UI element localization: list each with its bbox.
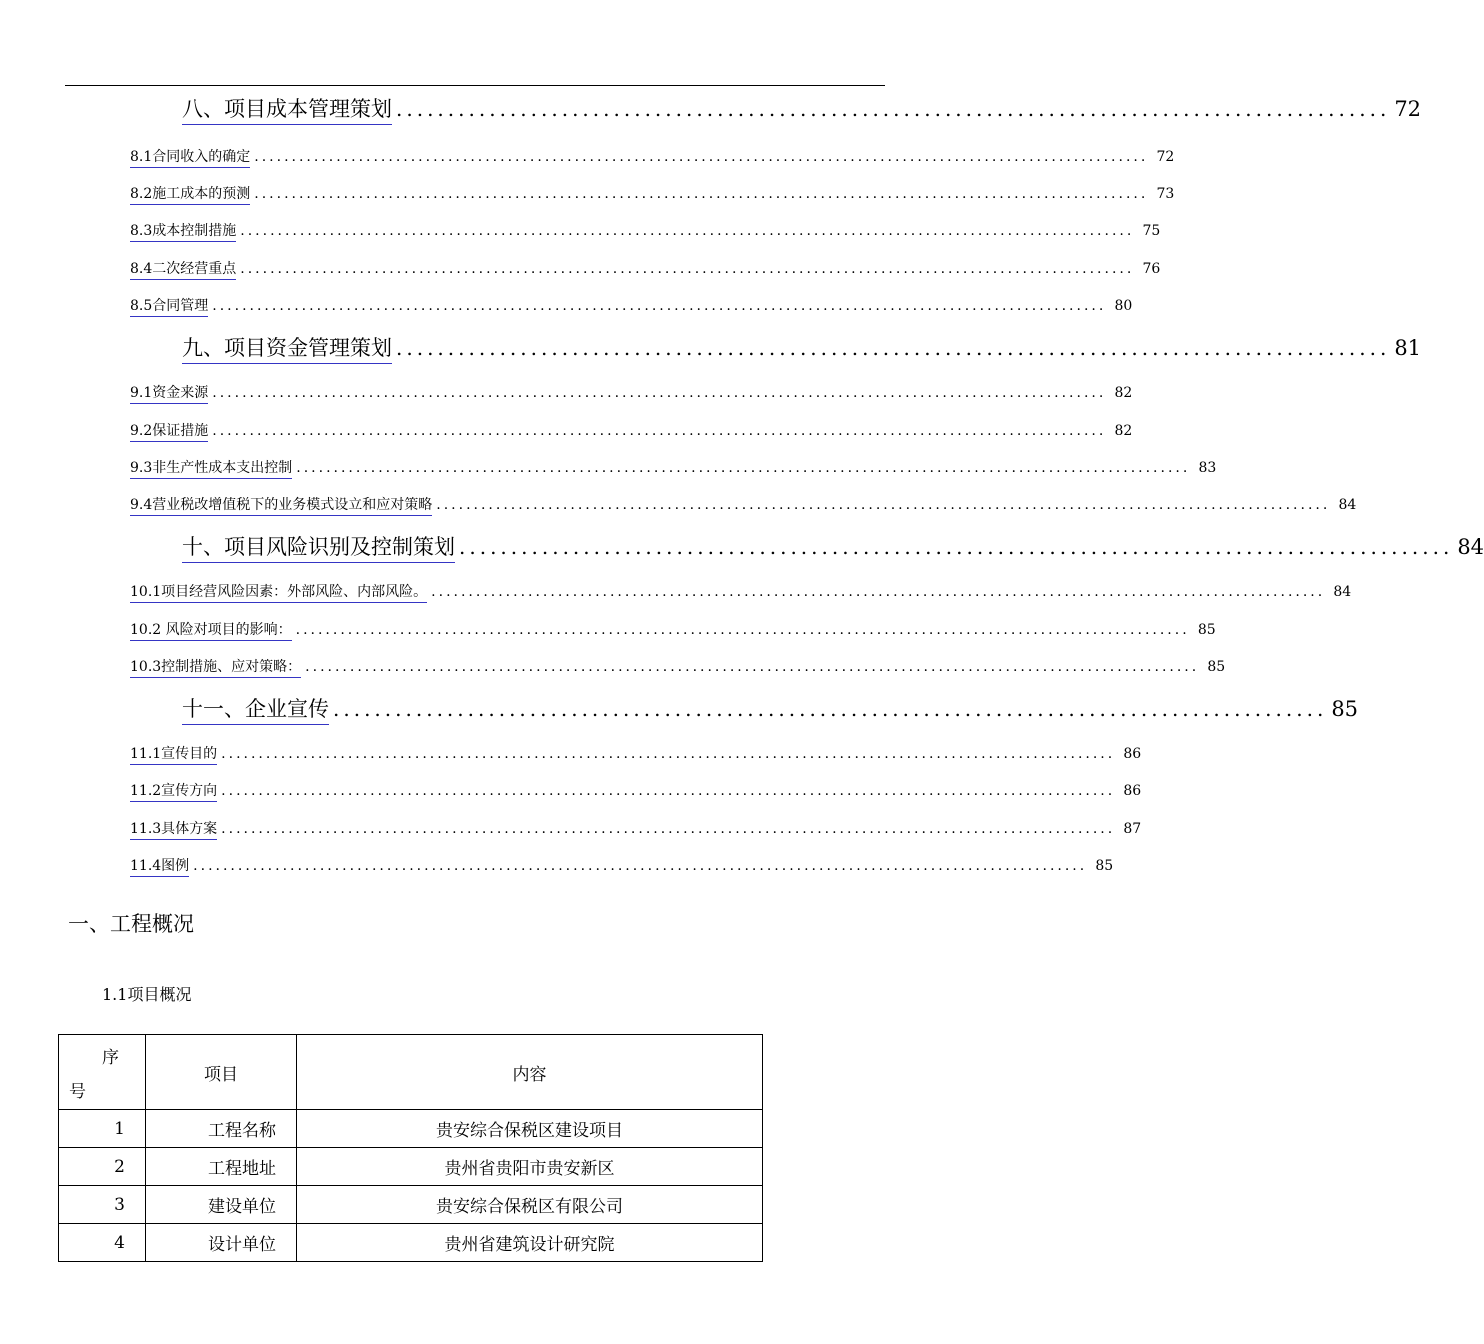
toc-entry-major[interactable] [182, 531, 1484, 563]
row-no: 2 [59, 1148, 146, 1186]
toc-entry-label: 9.3非生产性成本支出控制 [130, 457, 292, 479]
table-row [59, 1110, 763, 1148]
toc-entry[interactable] [130, 258, 1161, 280]
toc-entry-major[interactable] [182, 332, 1422, 364]
toc-entry-page: 82 [1114, 423, 1133, 439]
header-no-line1: 序 [102, 1048, 119, 1068]
table-row [59, 1224, 763, 1262]
toc-leader-dots: ................................................................................................ [459, 535, 1454, 559]
toc-entry-page: 82 [1114, 385, 1133, 401]
row-item: 设计单位 [146, 1224, 297, 1262]
toc-entry-label: 8.5合同管理 [130, 295, 208, 317]
toc-entry[interactable] [130, 295, 1133, 317]
row-content: 贵安综合保税区建设项目 [297, 1110, 763, 1148]
toc-leader-dots: ................................................................................................ [396, 336, 1391, 360]
toc-entry[interactable] [130, 855, 1114, 877]
toc-entry[interactable] [130, 818, 1142, 840]
toc-entry-page: 72 [1156, 149, 1175, 165]
toc-leader-dots: ........................................................................................................................ [254, 149, 1149, 165]
toc-leader-dots: ........................................................................................................................ [212, 298, 1107, 314]
toc-entry-page: 85 [1095, 858, 1114, 874]
toc-entry-page: 84 [1338, 497, 1357, 513]
row-no: 3 [59, 1186, 146, 1224]
toc-entry-page: 85 [1197, 622, 1216, 638]
toc-entry-label: 十一、企业宣传 [182, 693, 329, 725]
row-item: 建设单位 [146, 1186, 297, 1224]
toc-entry[interactable] [130, 382, 1133, 404]
header-content: 内容 [297, 1035, 763, 1110]
toc-leader-dots: ........................................................................................................................ [212, 423, 1107, 439]
toc-entry-page: 84 [1333, 584, 1352, 600]
toc-leader-dots: ........................................................................................................................ [254, 186, 1149, 202]
toc-entry-label: 11.3具体方案 [130, 818, 217, 840]
toc-entry-label: 九、项目资金管理策划 [182, 332, 392, 364]
row-content: 贵安综合保税区有限公司 [297, 1186, 763, 1224]
toc-leader-dots: ........................................................................................................................ [221, 821, 1116, 837]
toc-entry-page: 85 [1331, 697, 1359, 721]
toc-entry-major[interactable] [182, 693, 1359, 725]
toc-entry-page: 80 [1114, 298, 1133, 314]
table-row [59, 1186, 763, 1224]
toc-entry[interactable] [130, 780, 1142, 802]
section-heading: 一、工程概况 [68, 912, 194, 936]
row-no: 1 [59, 1110, 146, 1148]
toc-leader-dots: ........................................................................................................................ [221, 746, 1116, 762]
header-rule [65, 85, 885, 86]
toc-entry-label: 8.3成本控制措施 [130, 220, 236, 242]
toc-entry-page: 73 [1156, 186, 1175, 202]
toc-entry-page: 84 [1457, 535, 1484, 559]
row-item: 工程名称 [146, 1110, 297, 1148]
toc-leader-dots: ........................................................................................................................ [295, 622, 1190, 638]
toc-leader-dots: ........................................................................................................................ [431, 584, 1326, 600]
header-no [59, 1035, 146, 1110]
header-item: 项目 [146, 1035, 297, 1110]
toc-entry-page: 87 [1123, 821, 1142, 837]
toc-entry[interactable] [130, 183, 1175, 205]
toc-leader-dots: ........................................................................................................................ [221, 783, 1116, 799]
toc-leader-dots: ........................................................................................................................ [296, 460, 1191, 476]
toc-entry-label: 11.1宣传目的 [130, 743, 217, 765]
toc-entry-label: 十、项目风险识别及控制策划 [182, 531, 455, 563]
toc-entry-major[interactable] [182, 93, 1422, 125]
toc-entry-label: 10.3控制措施、应对策略： [130, 656, 301, 678]
toc-leader-dots: ........................................................................................................................ [212, 385, 1107, 401]
toc-entry-page: 85 [1207, 659, 1226, 675]
toc-entry-label: 8.1合同收入的确定 [130, 146, 250, 168]
toc-entry-page: 72 [1394, 97, 1422, 121]
row-item: 工程地址 [146, 1148, 297, 1186]
toc-entry-label: 11.2宣传方向 [130, 780, 217, 802]
toc-entry[interactable] [130, 581, 1352, 603]
toc-leader-dots: ........................................................................................................................ [305, 659, 1200, 675]
header-no-line2: 号 [69, 1082, 86, 1102]
toc-entry[interactable] [130, 457, 1217, 479]
toc-entry-label: 10.1项目经营风险因素：外部风险、内部风险。 [130, 581, 427, 603]
toc-leader-dots: ........................................................................................................................ [436, 497, 1331, 513]
toc-entry-label: 9.1资金来源 [130, 382, 208, 404]
toc-entry-page: 86 [1123, 746, 1142, 762]
toc-entry-label: 9.2保证措施 [130, 420, 208, 442]
project-overview-table [58, 1034, 763, 1262]
section-subheading: 1.1项目概况 [102, 985, 192, 1004]
toc-entry[interactable] [130, 656, 1226, 678]
toc-entry-page: 86 [1123, 783, 1142, 799]
table-header-row [59, 1035, 763, 1110]
toc-entry[interactable] [130, 494, 1357, 516]
toc-entry[interactable] [130, 146, 1175, 168]
row-content: 贵州省贵阳市贵安新区 [297, 1148, 763, 1186]
toc-leader-dots: ................................................................................................ [333, 697, 1328, 721]
toc-entry-page: 76 [1142, 261, 1161, 277]
row-no: 4 [59, 1224, 146, 1262]
toc-entry-label: 11.4图例 [130, 855, 189, 877]
toc-entry-label: 9.4营业税改增值税下的业务模式设立和应对策略 [130, 494, 432, 516]
toc-entry[interactable] [130, 743, 1142, 765]
toc-entry-label: 8.2施工成本的预测 [130, 183, 250, 205]
toc-entry-label: 8.4二次经营重点 [130, 258, 236, 280]
toc-entry[interactable] [130, 619, 1216, 641]
toc-leader-dots: ........................................................................................................................ [240, 223, 1135, 239]
toc-entry-page: 81 [1394, 336, 1422, 360]
toc-entry[interactable] [130, 420, 1133, 442]
toc-leader-dots: ........................................................................................................................ [240, 261, 1135, 277]
toc-leader-dots: ........................................................................................................................ [193, 858, 1088, 874]
toc-entry-page: 75 [1142, 223, 1161, 239]
row-content: 贵州省建筑设计研究院 [297, 1224, 763, 1262]
toc-entry-label: 八、项目成本管理策划 [182, 93, 392, 125]
toc-leader-dots: ................................................................................................ [396, 97, 1391, 121]
toc-entry[interactable] [130, 220, 1161, 242]
table-row [59, 1148, 763, 1186]
toc-entry-page: 83 [1198, 460, 1217, 476]
toc-entry-label: 10.2 风险对项目的影响： [130, 619, 292, 641]
